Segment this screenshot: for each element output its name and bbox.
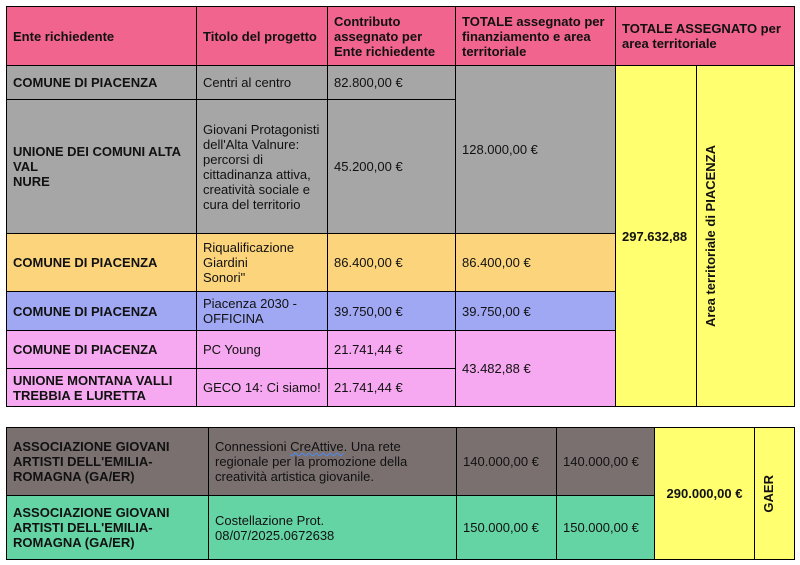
titolo-cell <box>209 496 457 560</box>
ente-line: NURE <box>13 174 50 189</box>
ente-cell: COMUNE DI PIACENZA <box>7 331 197 369</box>
titolo-cell: Piacenza 2030 - OFFICINA <box>197 292 328 331</box>
titolo-cell <box>197 234 328 292</box>
titolo-cell: PC Young <box>197 331 328 369</box>
ente-cell: COMUNE DI PIACENZA <box>7 234 197 292</box>
titolo-part: Connessioni <box>215 439 291 454</box>
group-total-cell: 140.000,00 € <box>557 428 655 496</box>
group-total-cell: 128.000,00 € <box>456 66 616 234</box>
ente-cell <box>7 100 197 234</box>
header-totale-territoriale: TOTALE ASSEGNATO per area territoriale <box>616 7 795 66</box>
area-label-cell <box>697 66 795 407</box>
header-contributo: Contributo assegnato per Ente richiedente <box>328 7 456 66</box>
titolo-part: CreAttive <box>290 439 344 454</box>
area-label-text: GAER <box>761 474 776 513</box>
titolo-cell <box>209 428 457 496</box>
titolo-line: Sonori" <box>203 270 246 285</box>
titolo-line: Riqualificazione Giardini <box>203 240 295 270</box>
assignment-table-piacenza <box>6 6 795 407</box>
header-titolo: Titolo del progetto <box>197 7 328 66</box>
area-label-cell <box>755 428 795 560</box>
titolo-line: Costellazione Prot. <box>215 512 325 528</box>
group-total-cell: 39.750,00 € <box>456 292 616 331</box>
area-total-cell: 297.632,88 <box>616 66 697 407</box>
contributo-cell: 21.741,44 € <box>328 369 456 407</box>
group-total-cell: 150.000,00 € <box>557 496 655 560</box>
header-ente: Ente richiedente <box>7 7 197 66</box>
group-total-cell: 43.482,88 € <box>456 331 616 407</box>
group-total-cell: 86.400,00 € <box>456 234 616 292</box>
contributo-cell: 45.200,00 € <box>328 100 456 234</box>
assignment-table-gaer <box>6 427 795 560</box>
contributo-cell: 86.400,00 € <box>328 234 456 292</box>
area-label-text: Area territoriale di PIACENZA <box>703 144 718 328</box>
titolo-cell: Giovani Protagonisti dell'Alta Valnure: percorsi di cittadinanza attiva, creatività sociale e cura del territorio <box>197 100 328 234</box>
area-total-cell: 290.000,00 € <box>655 428 755 560</box>
ente-cell: COMUNE DI PIACENZA <box>7 292 197 331</box>
header-totale-area: TOTALE assegnato per finanziamento e area territoriale <box>456 7 616 66</box>
ente-cell: ASSOCIAZIONE GIOVANI ARTISTI DELL'EMILIA-ROMAGNA (GA/ER) <box>7 428 209 496</box>
ente-line: UNIONE DEI COMUNI ALTA VAL <box>13 144 181 174</box>
ente-cell: UNIONE MONTANA VALLI TREBBIA E LURETTA <box>7 369 197 407</box>
ente-cell: COMUNE DI PIACENZA <box>7 66 197 100</box>
contributo-cell: 82.800,00 € <box>328 66 456 100</box>
titolo-part: . Una rete regionale per la promozione della creatività artistica giovanile. <box>215 439 408 484</box>
titolo-cell: GECO 14: Ci siamo! <box>197 369 328 407</box>
contributo-cell: 21.741,44 € <box>328 331 456 369</box>
contributo-cell: 39.750,00 € <box>328 292 456 331</box>
ente-cell: ASSOCIAZIONE GIOVANI ARTISTI DELL'EMILIA-ROMAGNA (GA/ER) <box>7 496 209 560</box>
contributo-cell: 140.000,00 € <box>457 428 557 496</box>
titolo-cell: Centri al centro <box>197 66 328 100</box>
titolo-line: 08/07/2025.0672638 <box>215 527 335 543</box>
contributo-cell: 150.000,00 € <box>457 496 557 560</box>
